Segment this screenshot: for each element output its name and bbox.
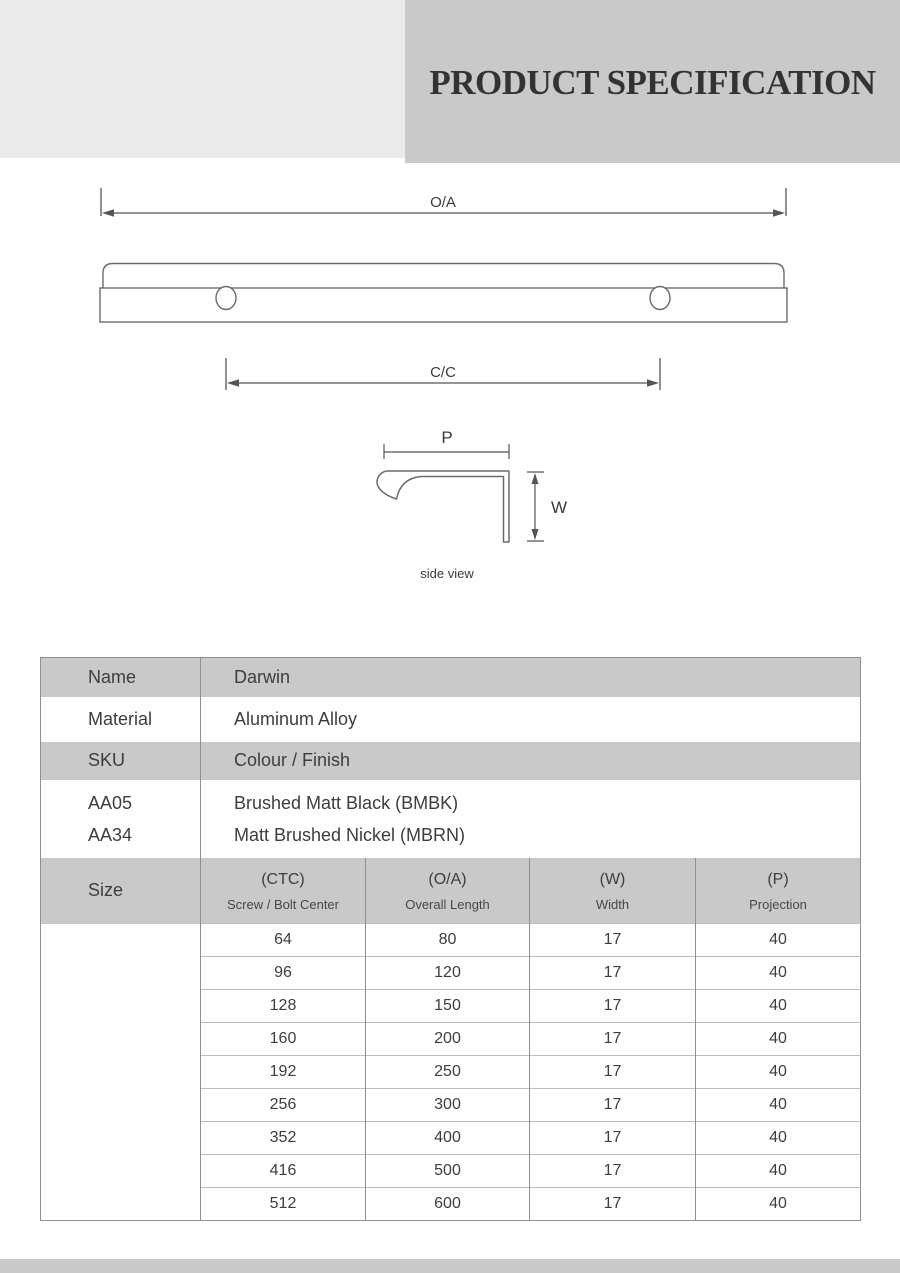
screw-hole-left-icon: [216, 287, 236, 310]
material-label: Material: [88, 708, 153, 729]
size-ctc: 96: [201, 957, 366, 990]
col-header-oa: [366, 858, 530, 924]
size-ctc: 256: [201, 1089, 366, 1122]
w-dimension: [527, 472, 544, 541]
cc-arrow-left: [227, 379, 239, 387]
size-row: [41, 924, 861, 957]
size-oa: 300: [366, 1089, 530, 1122]
page-title: PRODUCT SPECIFICATION: [429, 62, 876, 102]
size-ctc: 192: [201, 1056, 366, 1089]
cc-label: C/C: [430, 364, 456, 381]
col-header-p-abbr: (P): [767, 870, 789, 888]
cc-arrow-right: [647, 379, 659, 387]
size-oa: 120: [366, 957, 530, 990]
size-ctc: 160: [201, 1023, 366, 1056]
handle-lower-bar: [100, 288, 787, 322]
size-p: 40: [696, 1056, 861, 1089]
table-row-name: [41, 658, 861, 697]
name-label: Name: [41, 658, 201, 697]
size-p: 40: [696, 990, 861, 1023]
size-w: 17: [530, 957, 696, 990]
table-row-sku: [41, 742, 861, 780]
side-view-caption: side view: [420, 566, 474, 581]
size-w: 17: [530, 924, 696, 957]
size-p: 40: [696, 1023, 861, 1056]
col-header-w: [530, 858, 696, 924]
table-row-finishes: [41, 780, 861, 858]
oa-arrow-right: [773, 209, 785, 217]
size-ctc: 512: [201, 1188, 366, 1221]
sku-finishes-cell: [201, 780, 861, 858]
col-header-w-desc: Width: [595, 896, 630, 912]
size-p: 40: [696, 957, 861, 990]
col-header-ctc: [201, 858, 366, 924]
size-w: 17: [530, 1056, 696, 1089]
size-oa: 150: [366, 990, 530, 1023]
w-arrow-top: [532, 473, 539, 484]
handle-upper-bar: [103, 264, 784, 289]
col-header-w-abbr: (W): [599, 870, 626, 888]
size-oa: 200: [366, 1023, 530, 1056]
header-left-panel: [0, 0, 405, 158]
w-label: W: [551, 498, 568, 517]
sku-finish-1: Matt Brushed Nickel (MBRN): [234, 824, 466, 845]
size-oa: 500: [366, 1155, 530, 1188]
size-p: 40: [696, 1155, 861, 1188]
size-ctc: 352: [201, 1122, 366, 1155]
table-row-material: [41, 697, 861, 742]
sku-code-1: AA34: [88, 824, 133, 845]
col-header-p-desc: Projection: [749, 896, 807, 912]
size-empty-cell: [41, 924, 201, 1221]
sku-label: SKU: [41, 742, 201, 780]
handle-side-profile: [377, 471, 509, 542]
size-w: 17: [530, 990, 696, 1023]
name-value: Darwin: [201, 658, 861, 697]
size-ctc: 128: [201, 990, 366, 1023]
material-value: Aluminum Alloy: [201, 697, 861, 742]
col-header-ctc-abbr: (CTC): [261, 870, 305, 888]
size-w: 17: [530, 1089, 696, 1122]
p-label: P: [441, 428, 453, 447]
size-w: 17: [530, 1023, 696, 1056]
col-header-oa-abbr: (O/A): [428, 870, 467, 888]
screw-hole-right-icon: [650, 287, 670, 310]
handle-top-view: [100, 264, 787, 323]
size-oa: 400: [366, 1122, 530, 1155]
size-ctc: 416: [201, 1155, 366, 1188]
size-w: 17: [530, 1122, 696, 1155]
size-oa: 600: [366, 1188, 530, 1221]
oa-label: O/A: [430, 194, 456, 211]
size-p: 40: [696, 1188, 861, 1221]
size-oa: 250: [366, 1056, 530, 1089]
col-header-oa-desc: Overall Length: [405, 896, 490, 912]
sku-finish-0: Brushed Matt Black (BMBK): [234, 792, 459, 813]
sku-codes-cell: [41, 780, 201, 858]
size-oa: 80: [366, 924, 530, 957]
technical-drawing: [0, 170, 900, 640]
size-w: 17: [530, 1155, 696, 1188]
size-label: Size: [41, 858, 201, 924]
sku-code-0: AA05: [88, 792, 133, 813]
size-w: 17: [530, 1188, 696, 1221]
size-p: 40: [696, 1089, 861, 1122]
footer-band: [0, 1259, 900, 1273]
size-p: 40: [696, 924, 861, 957]
oa-arrow-left: [102, 209, 114, 217]
sku-value: Colour / Finish: [201, 742, 861, 780]
table-row-size-header: [41, 858, 861, 924]
size-ctc: 64: [201, 924, 366, 957]
size-p: 40: [696, 1122, 861, 1155]
w-arrow-bottom: [532, 529, 539, 540]
col-header-ctc-desc: Screw / Bolt Center: [227, 896, 339, 912]
col-header-p: [696, 858, 861, 924]
spec-table: [40, 657, 861, 1221]
header-title-band: [405, 0, 900, 163]
